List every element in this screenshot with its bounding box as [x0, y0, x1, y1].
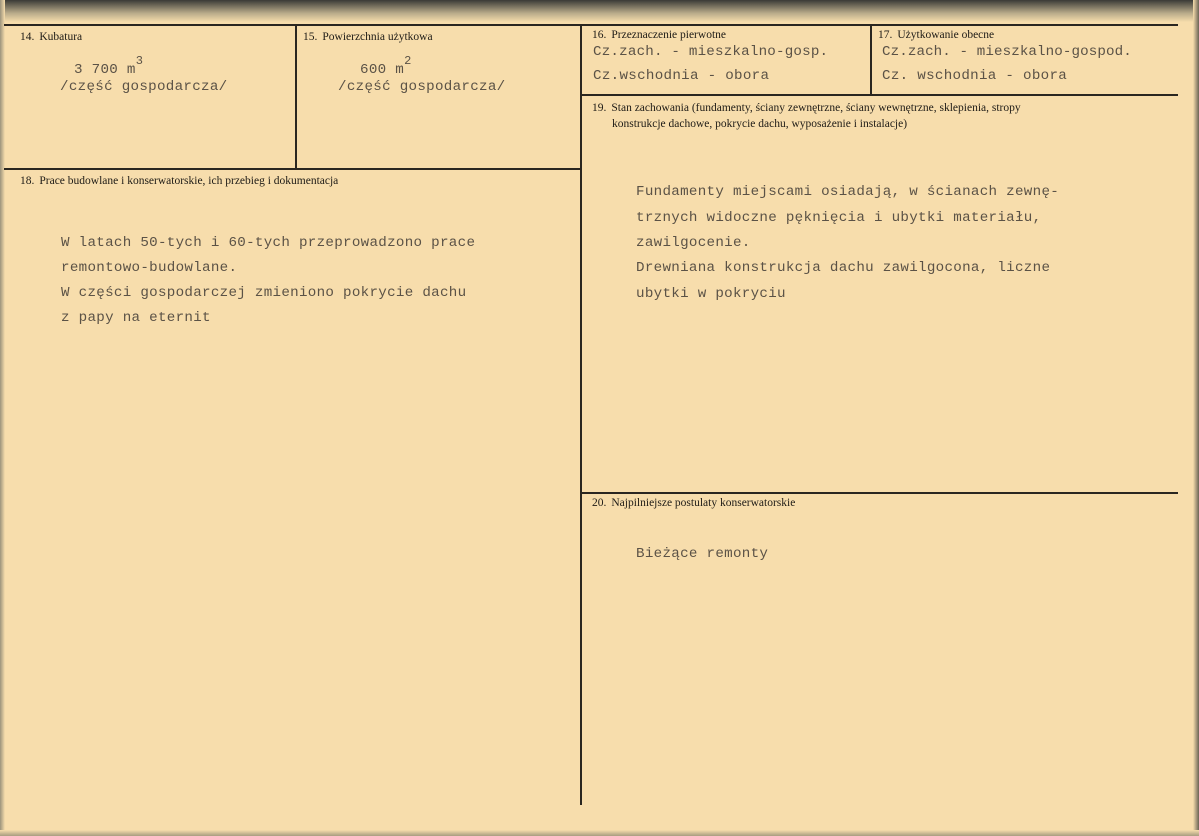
- field-15-unit-exponent: 2: [404, 54, 412, 68]
- field-14-note: /część gospodarcza/: [60, 79, 228, 95]
- field-16-title: Przeznaczenie pierwotne: [611, 29, 726, 41]
- field-20-line-1: Bieżące remonty: [636, 546, 769, 562]
- field-15-value: [360, 54, 412, 78]
- field-14-label: [20, 30, 82, 44]
- field-15-area: 600 m: [360, 62, 405, 78]
- form-border-top: [4, 24, 1178, 26]
- field-16-label: [592, 28, 726, 42]
- field-17-line-2: Cz. wschodnia - obora: [882, 68, 1068, 84]
- field-16-line-2: Cz.wschodnia - obora: [593, 68, 770, 84]
- field-14-number: 14.: [20, 31, 35, 43]
- field-14-volume: 3 700 m: [74, 62, 136, 78]
- field-18-line-1: W latach 50-tych i 60-tych przeprowadzono prace: [61, 235, 476, 251]
- field-17-label: [878, 28, 994, 42]
- form-rule-below-14-15: [4, 168, 581, 170]
- form-divider-center: [580, 25, 582, 805]
- field-19-line-4: Drewniana konstrukcja dachu zawilgocona, liczne: [636, 260, 1051, 276]
- field-17-number: 17.: [878, 29, 893, 41]
- field-14-unit-exponent: 3: [135, 54, 144, 68]
- field-14-value: [74, 54, 144, 78]
- field-18-label: [20, 174, 338, 188]
- field-18-line-3: W części gospodarczej zmieniono pokrycie dachu: [61, 285, 467, 301]
- field-15-title: Powierzchnia użytkowa: [322, 31, 433, 43]
- field-20-label: [592, 496, 795, 510]
- field-15-label: [303, 30, 433, 44]
- form-rule-below-16-17: [581, 94, 1178, 96]
- form-rule-above-20: [581, 492, 1178, 494]
- field-20-title: Najpilniejsze postulaty konserwatorskie: [611, 497, 796, 509]
- field-14-title: Kubatura: [39, 31, 83, 43]
- field-19-label: [592, 101, 1021, 115]
- scan-edge-bottom: [0, 830, 1199, 836]
- field-19-line-1: Fundamenty miejscami osiadają, w ścianach zewnę-: [636, 184, 1060, 200]
- field-20-number: 20.: [592, 497, 607, 509]
- scan-edge-left: [0, 0, 5, 836]
- field-16-line-1: Cz.zach. - mieszkalno-gosp.: [593, 44, 829, 60]
- scan-edge-right: [1193, 0, 1199, 836]
- field-15-note: /część gospodarcza/: [338, 79, 506, 95]
- form-divider-16-17: [870, 25, 872, 94]
- field-18-title: Prace budowlane i konserwatorskie, ich przebieg i dokumentacja: [39, 175, 339, 187]
- form-divider-14-15: [295, 25, 297, 168]
- field-19-title-line-1: Stan zachowania (fundamenty, ściany zewnętrzne, ściany wewnętrzne, sklepienia, stropy: [611, 102, 1021, 114]
- field-17-line-1: Cz.zach. - mieszkalno-gospod.: [882, 44, 1132, 60]
- field-19-line-3: zawilgocenie.: [636, 235, 751, 251]
- field-18-number: 18.: [20, 175, 35, 187]
- field-19-number: 19.: [592, 102, 607, 114]
- field-18-line-2: remontowo-budowlane.: [61, 260, 238, 276]
- scan-edge-top: [0, 0, 1199, 22]
- field-18-line-4: z papy na eternit: [61, 310, 211, 326]
- field-16-number: 16.: [592, 29, 607, 41]
- field-19-title-line-2: konstrukcje dachowe, pokrycie dachu, wyposażenie i instalacje): [612, 118, 908, 130]
- field-19-line-5: ubytki w pokryciu: [636, 286, 786, 302]
- field-15-number: 15.: [303, 31, 318, 43]
- field-17-title: Użytkowanie obecne: [897, 29, 995, 41]
- field-19-line-2: trznych widoczne pęknięcia i ubytki materiału,: [636, 210, 1042, 226]
